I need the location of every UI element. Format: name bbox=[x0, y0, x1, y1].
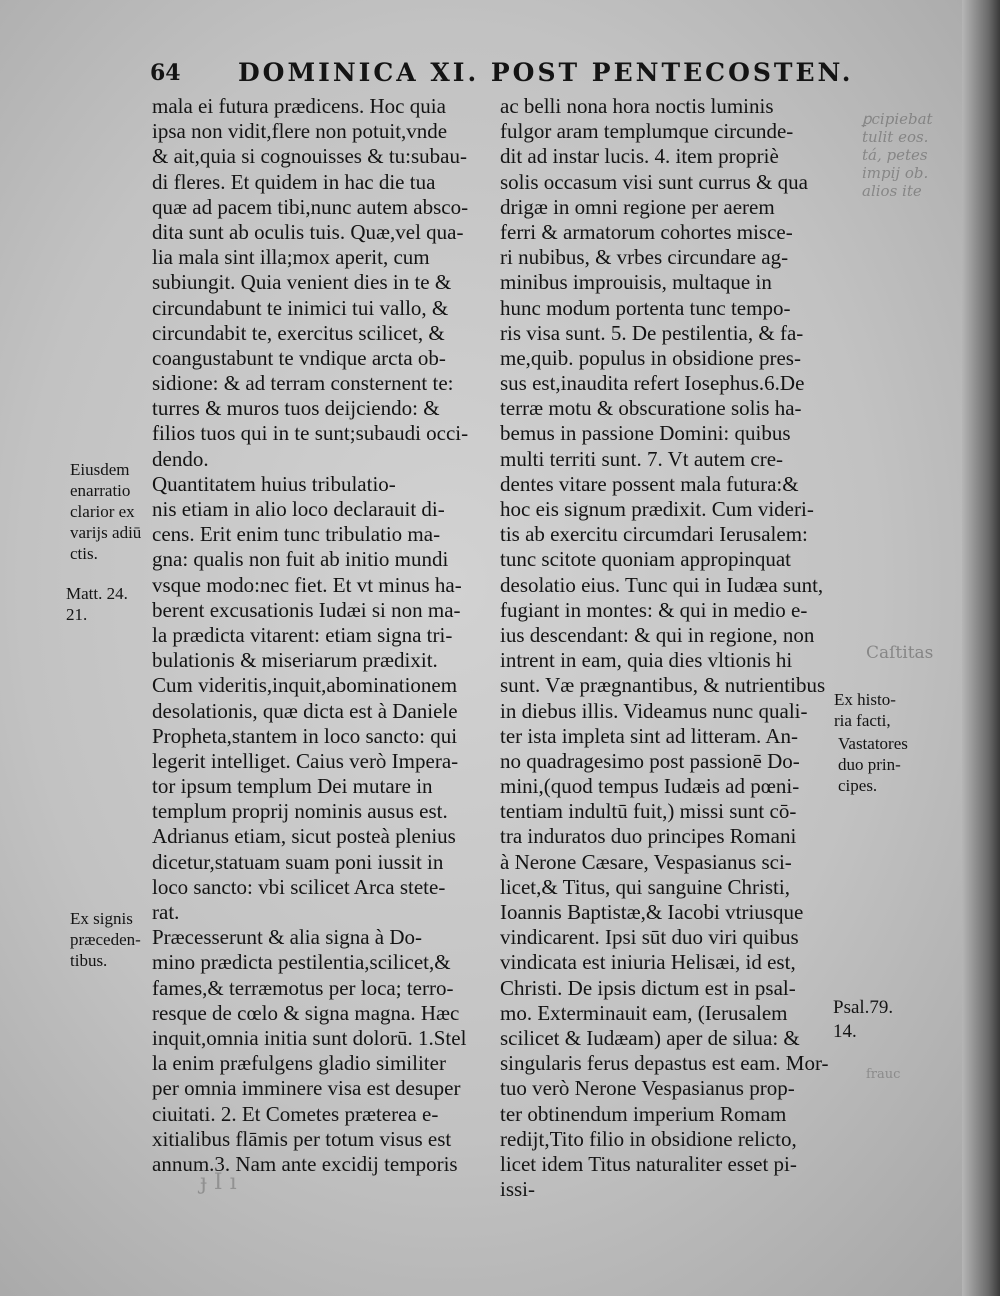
text-line: & ait,quia si cognouisses & tu:subau- bbox=[152, 144, 467, 169]
show-through-text-4: ɟ I ı bbox=[200, 1170, 237, 1195]
text-line: templum proprij nominis ausus est. bbox=[152, 799, 448, 824]
text-line: ter obtinendum imperium Romam bbox=[500, 1101, 787, 1126]
margin-note-psalm bbox=[833, 996, 893, 1044]
text-line: la enim præfulgens gladio similiter bbox=[152, 1051, 446, 1076]
text-line: sidione: & ad terram consternent te: bbox=[152, 371, 454, 396]
text-line: turres & muros tuos deijciendo: & bbox=[152, 396, 440, 421]
text-line: no quadragesimo post passionē Do- bbox=[500, 748, 800, 773]
margin-note-vastatores bbox=[838, 733, 908, 796]
text-line: redijt,Tito filio in obsidione relicto, bbox=[500, 1126, 797, 1151]
text-line: circundabit te, exercitus scilicet, & bbox=[152, 320, 445, 345]
text-line: solis occasum visi sunt currus & qua bbox=[500, 169, 808, 194]
text-line: rat. bbox=[152, 900, 180, 924]
text-line: vindicarent. Ipsi sūt duo viri quibus bbox=[500, 925, 799, 950]
text-line: fugiant in montes: & qui in medio e- bbox=[500, 597, 808, 622]
text-line: berent excusationis Iudæi si non ma- bbox=[152, 597, 461, 622]
margin-note-line: Matt. 24. bbox=[66, 584, 128, 603]
text-line: Christi. De ipsis dictum est in psal- bbox=[500, 975, 796, 1000]
right-text-column bbox=[500, 94, 830, 1202]
margin-note-line: varijs adiū bbox=[70, 523, 142, 542]
text-line: vsque modo:nec fiet. Et vt minus ha- bbox=[152, 572, 462, 597]
show-through-text-3: frauc bbox=[866, 1067, 901, 1082]
text-line: terræ motu & obscuratione solis ha- bbox=[500, 396, 802, 421]
text-line: xitialibus flāmis per totum visus est bbox=[152, 1126, 452, 1151]
text-line: cens. Erit enim tunc tribulatio ma- bbox=[152, 522, 441, 547]
text-line: singularis ferus depastus est eam. Mor- bbox=[500, 1051, 829, 1076]
text-line: legerit intelliget. Caius verò Impera- bbox=[152, 748, 459, 773]
margin-note-line: præceden- bbox=[70, 930, 141, 949]
running-head bbox=[150, 58, 854, 92]
margin-note-line: Psal.79. bbox=[833, 997, 894, 1018]
text-line: ris visa sunt. 5. De pestilentia, & fa- bbox=[500, 320, 804, 345]
text-line: Ioannis Baptistæ,& Iacobi vtriusque bbox=[500, 900, 804, 924]
text-line: inquit,omnia initia sunt dolorū. 1.Stel bbox=[152, 1025, 467, 1050]
text-line: ipsa non vidit,flere non potuit,vnde bbox=[152, 119, 448, 144]
running-title: DOMINICA XI. POST PENTECOSTEN. bbox=[238, 58, 854, 87]
text-line: fames,& terræmotus per loca; terro- bbox=[152, 975, 454, 1000]
text-line: me,quib. populus in obsidione pres- bbox=[500, 345, 801, 370]
text-line: lia mala sint illa;mox aperit, cum bbox=[152, 245, 430, 270]
show-through-text: ꝑcipiebat tulit eos. tá, petes impij ob. alios ite bbox=[862, 110, 933, 200]
page-number: 64 bbox=[150, 60, 181, 86]
text-line: intrent in eam, quia dies vltionis hi bbox=[500, 648, 793, 673]
text-line: mino prædicta pestilentia,scilicet,& bbox=[152, 950, 451, 975]
margin-note-line: Eiusdem bbox=[70, 460, 130, 479]
margin-note-line: enarratio bbox=[70, 481, 131, 500]
text-line: annum.3. Nam ante excidij temporis bbox=[152, 1151, 458, 1176]
margin-note-eiusdem bbox=[70, 459, 141, 564]
text-line: quæ ad pacem tibi,nunc autem absco- bbox=[152, 194, 469, 219]
margin-note-line: 21. bbox=[66, 605, 88, 624]
text-line: dicetur,statuam suam poni iussit in bbox=[152, 849, 444, 874]
text-line: gna: qualis non fuit ab initio mundi bbox=[152, 547, 449, 572]
text-line: vindicata est iniuria Helisæi, id est, bbox=[500, 950, 796, 975]
text-line: sus est,inaudita refert Iosephus.6.De bbox=[500, 371, 805, 396]
text-line: Quantitatem huius tribulatio- bbox=[152, 471, 396, 496]
margin-note-ex-historia bbox=[834, 689, 896, 731]
text-line: tunc scitote quoniam appropinquat bbox=[500, 547, 792, 572]
text-line: licet,& Titus, qui sanguine Christi, bbox=[500, 874, 790, 899]
text-line: filios tuos qui in te sunt;subaudi occi- bbox=[152, 421, 469, 446]
text-line: ri nubibus, & vrbes circundare ag- bbox=[500, 245, 789, 270]
text-line: di fleres. Et quidem in hac die tua bbox=[152, 169, 436, 194]
text-line: in diebus illis. Videamus nunc quali- bbox=[500, 698, 808, 723]
page-edge-shadow bbox=[962, 0, 1000, 1296]
text-line: dita sunt ab oculis tuis. Quæ,vel qua- bbox=[152, 219, 464, 244]
text-line: mini,(quod tempus Iudæis ad pœni- bbox=[500, 774, 800, 799]
text-line: nis etiam in alio loco declarauit di- bbox=[152, 497, 445, 521]
text-line: dit ad instar lucis. 4. item propriè bbox=[500, 144, 779, 169]
text-line: hunc modum portenta tunc tempo- bbox=[500, 295, 791, 320]
margin-note-line: tibus. bbox=[70, 951, 108, 970]
text-line: ter ista impleta sint ad litteram. An- bbox=[500, 723, 799, 748]
text-line: fulgor aram templumque circunde- bbox=[500, 119, 794, 144]
text-line: ac belli nona hora noctis luminis bbox=[500, 94, 774, 118]
margin-note-line: Ex signis bbox=[70, 909, 133, 928]
text-line: tis ab exercitu circumdari Ierusalem: bbox=[500, 522, 808, 547]
text-line: coangustabunt te vndique arcta ob- bbox=[152, 345, 446, 370]
left-text-column bbox=[152, 94, 492, 1177]
text-line: sunt. Væ prægnantibus, & nutrientibus bbox=[500, 673, 826, 698]
text-line: ciuitati. 2. Et Cometes præterea e- bbox=[152, 1101, 439, 1126]
margin-note-line: clarior ex bbox=[70, 502, 135, 521]
text-line: à Nerone Cæsare, Vespasianus sci- bbox=[500, 849, 792, 874]
text-line: per omnia imminere visa est desuper bbox=[152, 1076, 461, 1101]
margin-note-line: ctis. bbox=[70, 544, 98, 563]
text-line: subiungit. Quia venient dies in te & bbox=[152, 270, 452, 295]
text-line: bemus in passione Domini: quibus bbox=[500, 421, 791, 446]
text-line: Cum videritis,inquit,abominationem bbox=[152, 673, 458, 698]
margin-note-line: cipes. bbox=[838, 776, 878, 795]
text-line: dendo. bbox=[152, 446, 209, 471]
margin-note-line: duo prin- bbox=[838, 755, 901, 774]
text-line: tor ipsum templum Dei mutare in bbox=[152, 774, 433, 799]
text-line: bulationis & miseriarum prædixit. bbox=[152, 648, 438, 673]
text-line: Præcesserunt & alia signa à Do- bbox=[152, 925, 423, 950]
text-line: mo. Exterminauit eam, (Ierusalem bbox=[500, 1000, 788, 1025]
text-line: tuo verò Nerone Vespasianus prop- bbox=[500, 1076, 795, 1101]
margin-note-matt bbox=[66, 583, 128, 625]
text-line: desolationis, quæ dicta est à Daniele bbox=[152, 698, 458, 723]
margin-note-line: Ex histo- bbox=[834, 690, 896, 709]
text-line: ius descendant: & qui in regione, non bbox=[500, 622, 815, 647]
margin-note-line: ria facti, bbox=[834, 711, 891, 730]
show-through-text-2: Caſtitas bbox=[866, 643, 934, 663]
text-line: multi territi sunt. 7. Vt autem cre- bbox=[500, 446, 784, 471]
text-line: circundabunt te inimici tui vallo, & bbox=[152, 295, 449, 320]
text-line: drigæ in omni regione per aerem bbox=[500, 194, 775, 219]
text-line: ferri & armatorum cohortes misce- bbox=[500, 219, 793, 244]
text-line: hoc eis signum prædixit. Cum videri- bbox=[500, 497, 814, 521]
text-line: desolatio eius. Tunc qui in Iudæa sunt, bbox=[500, 572, 824, 597]
text-line: dentes vitare possent mala futura:& bbox=[500, 471, 799, 496]
text-line: tentiam indultū fuit,) missi sunt cō- bbox=[500, 799, 797, 824]
margin-note-ex-signis bbox=[70, 908, 141, 971]
text-line: licet idem Titus naturaliter esset pi- bbox=[500, 1151, 797, 1176]
text-line: mala ei futura prædicens. Hoc quia bbox=[152, 94, 446, 118]
text-line: scilicet & Iudæam) aper de silua: & bbox=[500, 1025, 800, 1050]
text-line: Propheta,stantem in loco sancto: qui bbox=[152, 723, 458, 748]
margin-note-line: 14. bbox=[833, 1021, 857, 1042]
margin-note-line: Vastatores bbox=[838, 734, 908, 753]
text-line: resque de cœlo & signa magna. Hæc bbox=[152, 1000, 460, 1025]
text-line: tra induratos duo principes Romani bbox=[500, 824, 797, 849]
text-line: la prædicta vitarent: etiam signa tri- bbox=[152, 622, 453, 647]
text-line: issi- bbox=[500, 1177, 536, 1202]
text-line: Adrianus etiam, sicut posteà plenius bbox=[152, 824, 456, 849]
text-line: minibus improuisis, multaque in bbox=[500, 270, 772, 295]
text-line: loco sancto: vbi scilicet Arca stete- bbox=[152, 874, 446, 899]
